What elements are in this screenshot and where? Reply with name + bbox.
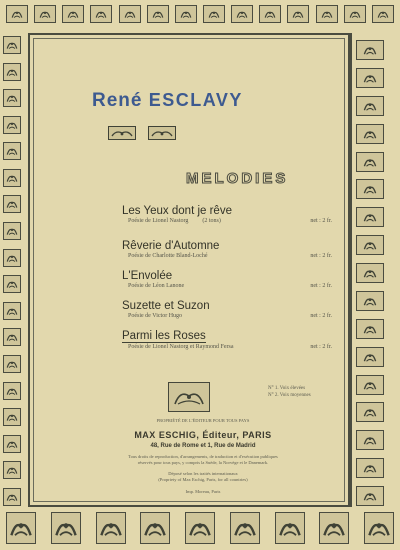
floral-tile-icon (3, 36, 21, 54)
floral-tile-icon (96, 512, 126, 544)
song-poet: Poésie de Victor Hugo (128, 313, 183, 319)
top-ornament-border (6, 5, 394, 25)
floral-tile-icon (3, 328, 21, 346)
rights-notice-1: Tous droits de reproduction, d'arrangements, de traduction et d'exécution publiques (128, 454, 278, 459)
floral-tile-icon (231, 5, 253, 23)
floral-ornament-icon (148, 126, 176, 140)
floral-tile-icon (356, 347, 384, 367)
floral-tile-icon (3, 142, 21, 160)
floral-tile-icon (356, 207, 384, 227)
frame-divider-line (350, 33, 352, 507)
right-ornament-border (356, 40, 386, 506)
publisher-address: 48, Rue de Rome et 1, Rue de Madrid (150, 443, 256, 449)
floral-tile-icon (3, 488, 21, 506)
song-entry (122, 205, 332, 224)
floral-tile-icon (3, 302, 21, 320)
floral-tile-icon (356, 235, 384, 255)
voice-option-1: N° 1. Voix élevées (268, 386, 306, 391)
floral-tile-icon (175, 5, 197, 23)
publisher-name: MAX ESCHIG, Éditeur, PARIS (134, 430, 272, 440)
floral-tile-icon (356, 124, 384, 144)
song-entry (122, 240, 332, 259)
bottom-ornament-border (6, 512, 394, 546)
printer-notice: Imp. Moreau, Paris (185, 489, 221, 494)
song-price: net : 2 fr. (310, 218, 332, 224)
deposit-notice-2: (Propriety of Max Eschig, Paris, for all countries) (158, 477, 248, 482)
song-entry (122, 300, 332, 319)
floral-tile-icon (3, 169, 21, 187)
floral-tile-icon (356, 68, 384, 88)
song-poet: Poésie de Léon Lanone (128, 283, 185, 289)
song-entry (122, 270, 332, 289)
floral-tile-icon (3, 382, 21, 400)
floral-tile-icon (3, 249, 21, 267)
floral-tile-icon (372, 5, 394, 23)
floral-tile-icon (6, 512, 36, 544)
song-title: Suzette et Suzon (122, 300, 210, 312)
voice-option-2: N° 2. Voix moyennes (268, 393, 311, 398)
floral-tile-icon (356, 458, 384, 478)
floral-tile-icon (356, 263, 384, 283)
song-poet: Poésie de Lionel Nastorg et Raymond Fersa (128, 344, 234, 350)
floral-tile-icon (356, 40, 384, 60)
composer-first-name: René (92, 90, 143, 111)
floral-tile-icon (230, 512, 260, 544)
song-price: net : 2 fr. (310, 283, 332, 289)
propriety-notice: PROPRIÉTÉ DE L'ÉDITEUR POUR TOUS PAYS (156, 418, 250, 423)
floral-tile-icon (185, 512, 215, 544)
floral-tile-icon (356, 430, 384, 450)
floral-tile-icon (356, 291, 384, 311)
floral-tile-icon (356, 402, 384, 422)
song-poet: Poésie de Charlotte Bland-Loché (128, 253, 208, 259)
floral-tile-icon (316, 5, 338, 23)
voice-options (268, 385, 311, 399)
floral-tile-icon (34, 5, 56, 23)
floral-tile-icon (147, 5, 169, 23)
floral-tile-icon (3, 195, 21, 213)
song-poet: Poésie de Lionel Nastorg (128, 218, 189, 224)
floral-tile-icon (364, 512, 394, 544)
song-note: (2 tons) (202, 218, 221, 224)
song-price: net : 2 fr. (310, 253, 332, 259)
song-title: Rêverie d'Automne (122, 240, 220, 252)
floral-tile-icon (62, 5, 84, 23)
title-ornament (108, 126, 176, 140)
composer-name (92, 90, 243, 112)
floral-tile-icon (344, 5, 366, 23)
floral-tile-icon (140, 512, 170, 544)
left-ornament-border (3, 36, 23, 506)
floral-tile-icon (203, 5, 225, 23)
floral-tile-icon (275, 512, 305, 544)
publisher-emblem-icon (168, 382, 210, 412)
song-title: L'Envolée (122, 270, 173, 282)
floral-tile-icon (319, 512, 349, 544)
floral-tile-icon (287, 5, 309, 23)
song-price: net : 2 fr. (310, 344, 332, 350)
floral-tile-icon (356, 179, 384, 199)
floral-tile-icon (3, 408, 21, 426)
song-title: Les Yeux dont je rêve (122, 205, 232, 217)
floral-tile-icon (3, 461, 21, 479)
floral-tile-icon (90, 5, 112, 23)
floral-tile-icon (3, 435, 21, 453)
floral-tile-icon (3, 355, 21, 373)
floral-ornament-icon (108, 126, 136, 140)
floral-tile-icon (119, 5, 141, 23)
floral-tile-icon (259, 5, 281, 23)
floral-tile-icon (3, 275, 21, 293)
song-entry (122, 330, 332, 350)
floral-tile-icon (3, 222, 21, 240)
floral-tile-icon (356, 375, 384, 395)
floral-tile-icon (356, 152, 384, 172)
composer-last-name: ESCLAVY (148, 90, 243, 110)
floral-tile-icon (356, 319, 384, 339)
song-title: Parmi les Roses (122, 330, 206, 342)
floral-tile-icon (3, 89, 21, 107)
floral-tile-icon (3, 63, 21, 81)
floral-tile-icon (51, 512, 81, 544)
floral-tile-icon (3, 116, 21, 134)
deposit-notice-1: Déposé selon les traités internationaux (168, 471, 238, 476)
rights-notice-2: réservés pour tous pays, y compris la Suède, la Norvège et le Danemark. (137, 460, 269, 465)
floral-tile-icon (6, 5, 28, 23)
song-price: net : 2 fr. (310, 313, 332, 319)
section-title: MELODIES (186, 170, 289, 187)
floral-tile-icon (356, 486, 384, 506)
floral-tile-icon (356, 96, 384, 116)
